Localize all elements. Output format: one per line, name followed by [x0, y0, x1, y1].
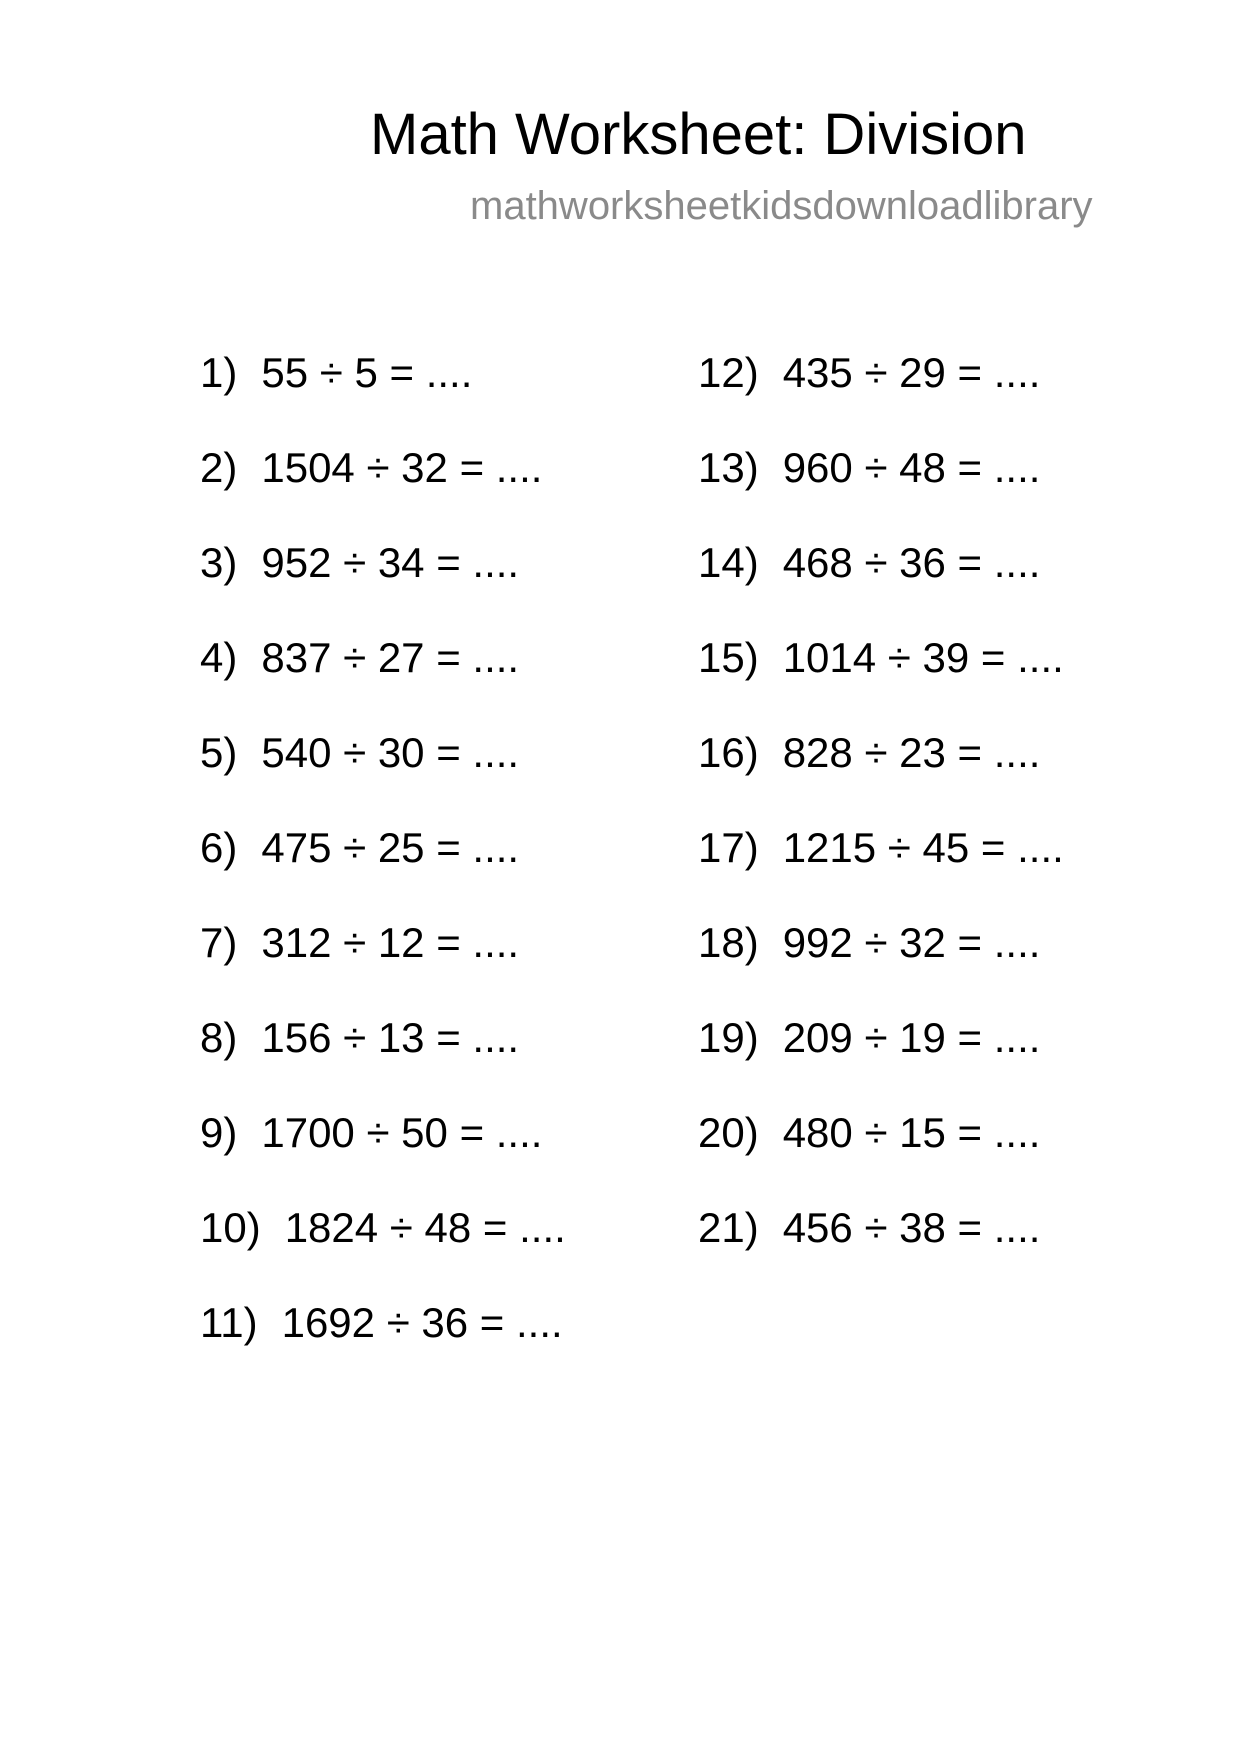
problem-number: 13): [698, 444, 759, 491]
problem-number: 7): [200, 919, 238, 966]
problem-list-right: [698, 348, 1064, 1298]
problem-item: [698, 443, 1064, 538]
problem-item: [200, 1298, 566, 1393]
problem-expression: 435 ÷ 29 = ....: [782, 349, 1041, 396]
problem-number: 10): [200, 1204, 261, 1251]
problem-number: 17): [698, 824, 759, 871]
problem-number: 9): [200, 1109, 238, 1156]
problem-expression: 1700 ÷ 50 = ....: [261, 1109, 543, 1156]
problem-expression: 837 ÷ 27 = ....: [261, 634, 520, 681]
problem-list-left: [200, 348, 566, 1393]
problem-expression: 952 ÷ 34 = ....: [261, 539, 520, 586]
problem-expression: 828 ÷ 23 = ....: [782, 729, 1041, 776]
problem-expression: 312 ÷ 12 = ....: [261, 919, 520, 966]
problem-number: 1): [200, 349, 238, 396]
problem-item: [698, 1203, 1064, 1298]
problem-item: [698, 1013, 1064, 1108]
problem-expression: 468 ÷ 36 = ....: [782, 539, 1041, 586]
problem-item: [698, 633, 1064, 728]
problem-expression: 1504 ÷ 32 = ....: [261, 444, 543, 491]
problem-expression: 540 ÷ 30 = ....: [261, 729, 520, 776]
problem-item: [200, 823, 566, 918]
problem-number: 4): [200, 634, 238, 681]
problem-number: 18): [698, 919, 759, 966]
problem-expression: 960 ÷ 48 = ....: [782, 444, 1041, 491]
problem-item: [698, 538, 1064, 633]
problem-number: 19): [698, 1014, 759, 1061]
problem-item: [200, 633, 566, 728]
problem-item: [698, 1108, 1064, 1203]
problem-number: 20): [698, 1109, 759, 1156]
problem-expression: 209 ÷ 19 = ....: [782, 1014, 1041, 1061]
problem-number: 6): [200, 824, 238, 871]
problem-number: 5): [200, 729, 238, 776]
problem-number: 8): [200, 1014, 238, 1061]
problem-expression: 456 ÷ 38 = ....: [782, 1204, 1041, 1251]
problem-number: 15): [698, 634, 759, 681]
problem-number: 12): [698, 349, 759, 396]
problem-item: [200, 918, 566, 1013]
problem-item: [698, 918, 1064, 1013]
problem-number: 11): [200, 1299, 258, 1346]
problem-expression: 992 ÷ 32 = ....: [782, 919, 1041, 966]
worksheet-subtitle: mathworksheetkidsdownloadlibrary: [470, 184, 1093, 228]
problem-number: 16): [698, 729, 759, 776]
problem-expression: 55 ÷ 5 = ....: [261, 349, 473, 396]
problem-number: 2): [200, 444, 238, 491]
problem-number: 3): [200, 539, 238, 586]
worksheet-title: Math Worksheet: Division: [370, 102, 1027, 167]
problem-expression: 156 ÷ 13 = ....: [261, 1014, 520, 1061]
problem-expression: 1692 ÷ 36 = ....: [281, 1299, 563, 1346]
problem-item: [698, 728, 1064, 823]
problem-expression: 1215 ÷ 45 = ....: [782, 824, 1064, 871]
problem-expression: 480 ÷ 15 = ....: [782, 1109, 1041, 1156]
problem-item: [200, 538, 566, 633]
problem-number: 14): [698, 539, 759, 586]
problem-item: [200, 443, 566, 538]
problem-expression: 1014 ÷ 39 = ....: [782, 634, 1064, 681]
problem-item: [200, 348, 566, 443]
problem-item: [200, 728, 566, 823]
problem-item: [200, 1108, 566, 1203]
problem-expression: 475 ÷ 25 = ....: [261, 824, 520, 871]
problem-expression: 1824 ÷ 48 = ....: [284, 1204, 566, 1251]
problem-item: [698, 823, 1064, 918]
problem-item: [200, 1203, 566, 1298]
problem-item: [698, 348, 1064, 443]
problem-item: [200, 1013, 566, 1108]
problem-number: 21): [698, 1204, 759, 1251]
